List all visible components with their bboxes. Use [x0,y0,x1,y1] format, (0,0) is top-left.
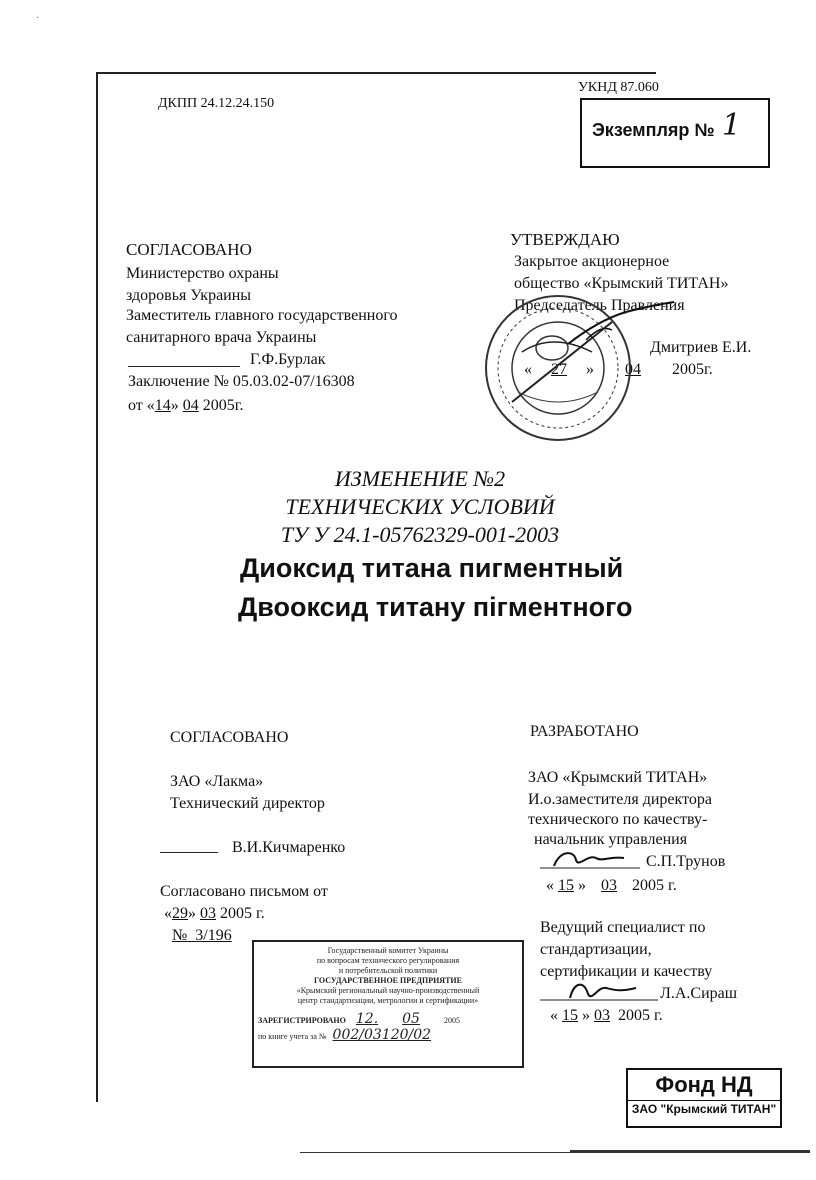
product-name-ua: Двооксид титану пігментного [238,592,633,622]
signature-line [128,366,240,367]
registered-label: ЗАРЕГИСТРИРОВАНО [258,1016,346,1025]
developed-org: ЗАО «Крымский ТИТАН» [528,769,708,786]
approved-left-heading: СОГЛАСОВАНО [126,240,252,259]
stamp-registered-row [254,1011,522,1027]
stamp-line: и потребительской политики [338,966,438,975]
developed-signer: С.П.Трунов [646,853,726,870]
approved-right-signer: Дмитриев Е.И. [650,339,752,356]
approved-left-line: здоровья Украины [126,287,252,304]
approved-right-line: общество «Крымский ТИТАН» [514,275,729,292]
agreed-lakma-position: Технический директор [170,795,325,812]
number-prefix: № [172,927,188,944]
stamp-line: центр стандартизации, метрологии и сертификации» [297,996,479,1005]
approved-left-line: Заместитель главного государственного [126,307,398,324]
uknd-code: УКНД 87.060 [578,80,659,95]
agreed-lakma-org: ЗАО «Лакма» [170,773,264,790]
agreed-lakma-date: «29» 03 2005 г. [164,905,265,922]
approved-left-line: санитарного врача Украины [126,329,317,346]
date-day: 29 [172,905,188,922]
approved-left-signer: Г.Ф.Бурлак [250,351,326,368]
change-subtitle: ТЕХНИЧЕСКИХ УСЛОВИЙ [285,494,555,519]
date-prefix: от « [128,397,155,414]
scan-speck: . [36,10,39,21]
page-frame-left [96,72,98,1102]
specialist-signer: Л.А.Сираш [660,985,738,1002]
developed-position-line: начальник управления [534,831,688,848]
developed-heading: РАЗРАБОТАНО [530,723,639,740]
agreed-lakma-signer: В.И.Кичмаренко [232,839,346,856]
date-year: 2005г. [672,361,713,378]
director-signature [566,300,676,350]
stamp-line: ГОСУДАРСТВЕННОЕ ПРЕДПРИЯТИЕ [314,976,462,985]
date-year: 2005г. [202,397,244,414]
scan-line-bottom-thin [300,1152,570,1153]
approved-left-line: Министерство охраны [126,265,279,282]
stamp-line: «Крымский региональный научно-производственный [296,986,480,995]
exemplar-box [580,98,770,168]
agreed-lakma-heading: СОГЛАСОВАНО [170,729,289,746]
sirash-signature [540,978,658,1006]
change-title: ИЗМЕНЕНИЕ №2 [334,466,506,491]
date-day: 15 [562,1007,578,1024]
developed-position-line: технического по качеству- [528,811,708,828]
date-year: 2005 г. [220,905,265,922]
specialist-line: стандартизации, [540,941,652,958]
fond-stamp [626,1068,782,1128]
date-mid: » [170,397,179,414]
developed-position-line: И.о.заместителя директора [528,791,712,808]
exemplar-label: Экземпляр № [592,120,715,140]
date-month: 03 [601,877,617,894]
date-month: 03 [594,1007,610,1024]
date-month: 04 [182,397,199,414]
date-month: 04 [625,361,641,378]
agreed-lakma-letter: Согласовано письмом от [160,883,328,900]
registered-month: 05 [402,1011,420,1027]
approved-right-line: Закрытое акционерное [514,253,670,270]
date-day: 15 [558,877,574,894]
scan-line-bottom [570,1150,810,1153]
approved-right-heading: УТВЕРЖДАЮ [510,230,620,249]
product-name-ru: Диоксид титана пигментный [240,553,624,583]
registration-stamp [252,940,524,1068]
date-month: 03 [200,905,216,922]
approved-left-date [128,396,244,416]
exemplar-number: 1 [722,108,742,143]
stamp-line: Государственный комитет Украины [327,946,449,955]
book-label: по книге учета за № [258,1032,327,1041]
dkpp-code: ДКПП 24.12.24.150 [158,96,275,111]
date-day: 27 [551,361,567,378]
specialist-line: сертификации и качеству [540,963,713,980]
date-year: 2005 г. [618,1007,663,1024]
tu-number: ТУ У 24.1-05762329-001-2003 [280,522,560,547]
stamp-book-row [254,1027,522,1043]
registered-year: 2005 [443,1016,460,1025]
fond-org: ЗАО "Крымский ТИТАН" [628,1100,780,1116]
specialist-date: « 15 » 03 2005 г. [550,1007,663,1024]
signature-line [160,852,218,853]
stamp-line: по вопросам технического регулирования [316,956,460,965]
fond-title: Фонд НД [655,1072,753,1097]
specialist-line: Ведущий специалист по [540,919,706,936]
date-year: 2005 г. [632,877,677,894]
approved-left-conclusion: Заключение № 05.03.02-07/16308 [128,373,355,390]
registered-day: 12. [355,1011,379,1027]
trunov-signature [540,846,640,872]
page-frame-top [96,72,656,74]
developed-date: « 15 » 03 2005 г. [546,877,677,894]
agreed-lakma-number [172,926,232,946]
approved-right-line: Председатель Правления [514,297,685,314]
letter-number: 3/196 [195,927,232,944]
approved-right-date: « 27 » 04 2005г. [524,361,713,378]
date-day: 14 [154,397,171,414]
book-number: 002/03120/02 [332,1027,432,1043]
